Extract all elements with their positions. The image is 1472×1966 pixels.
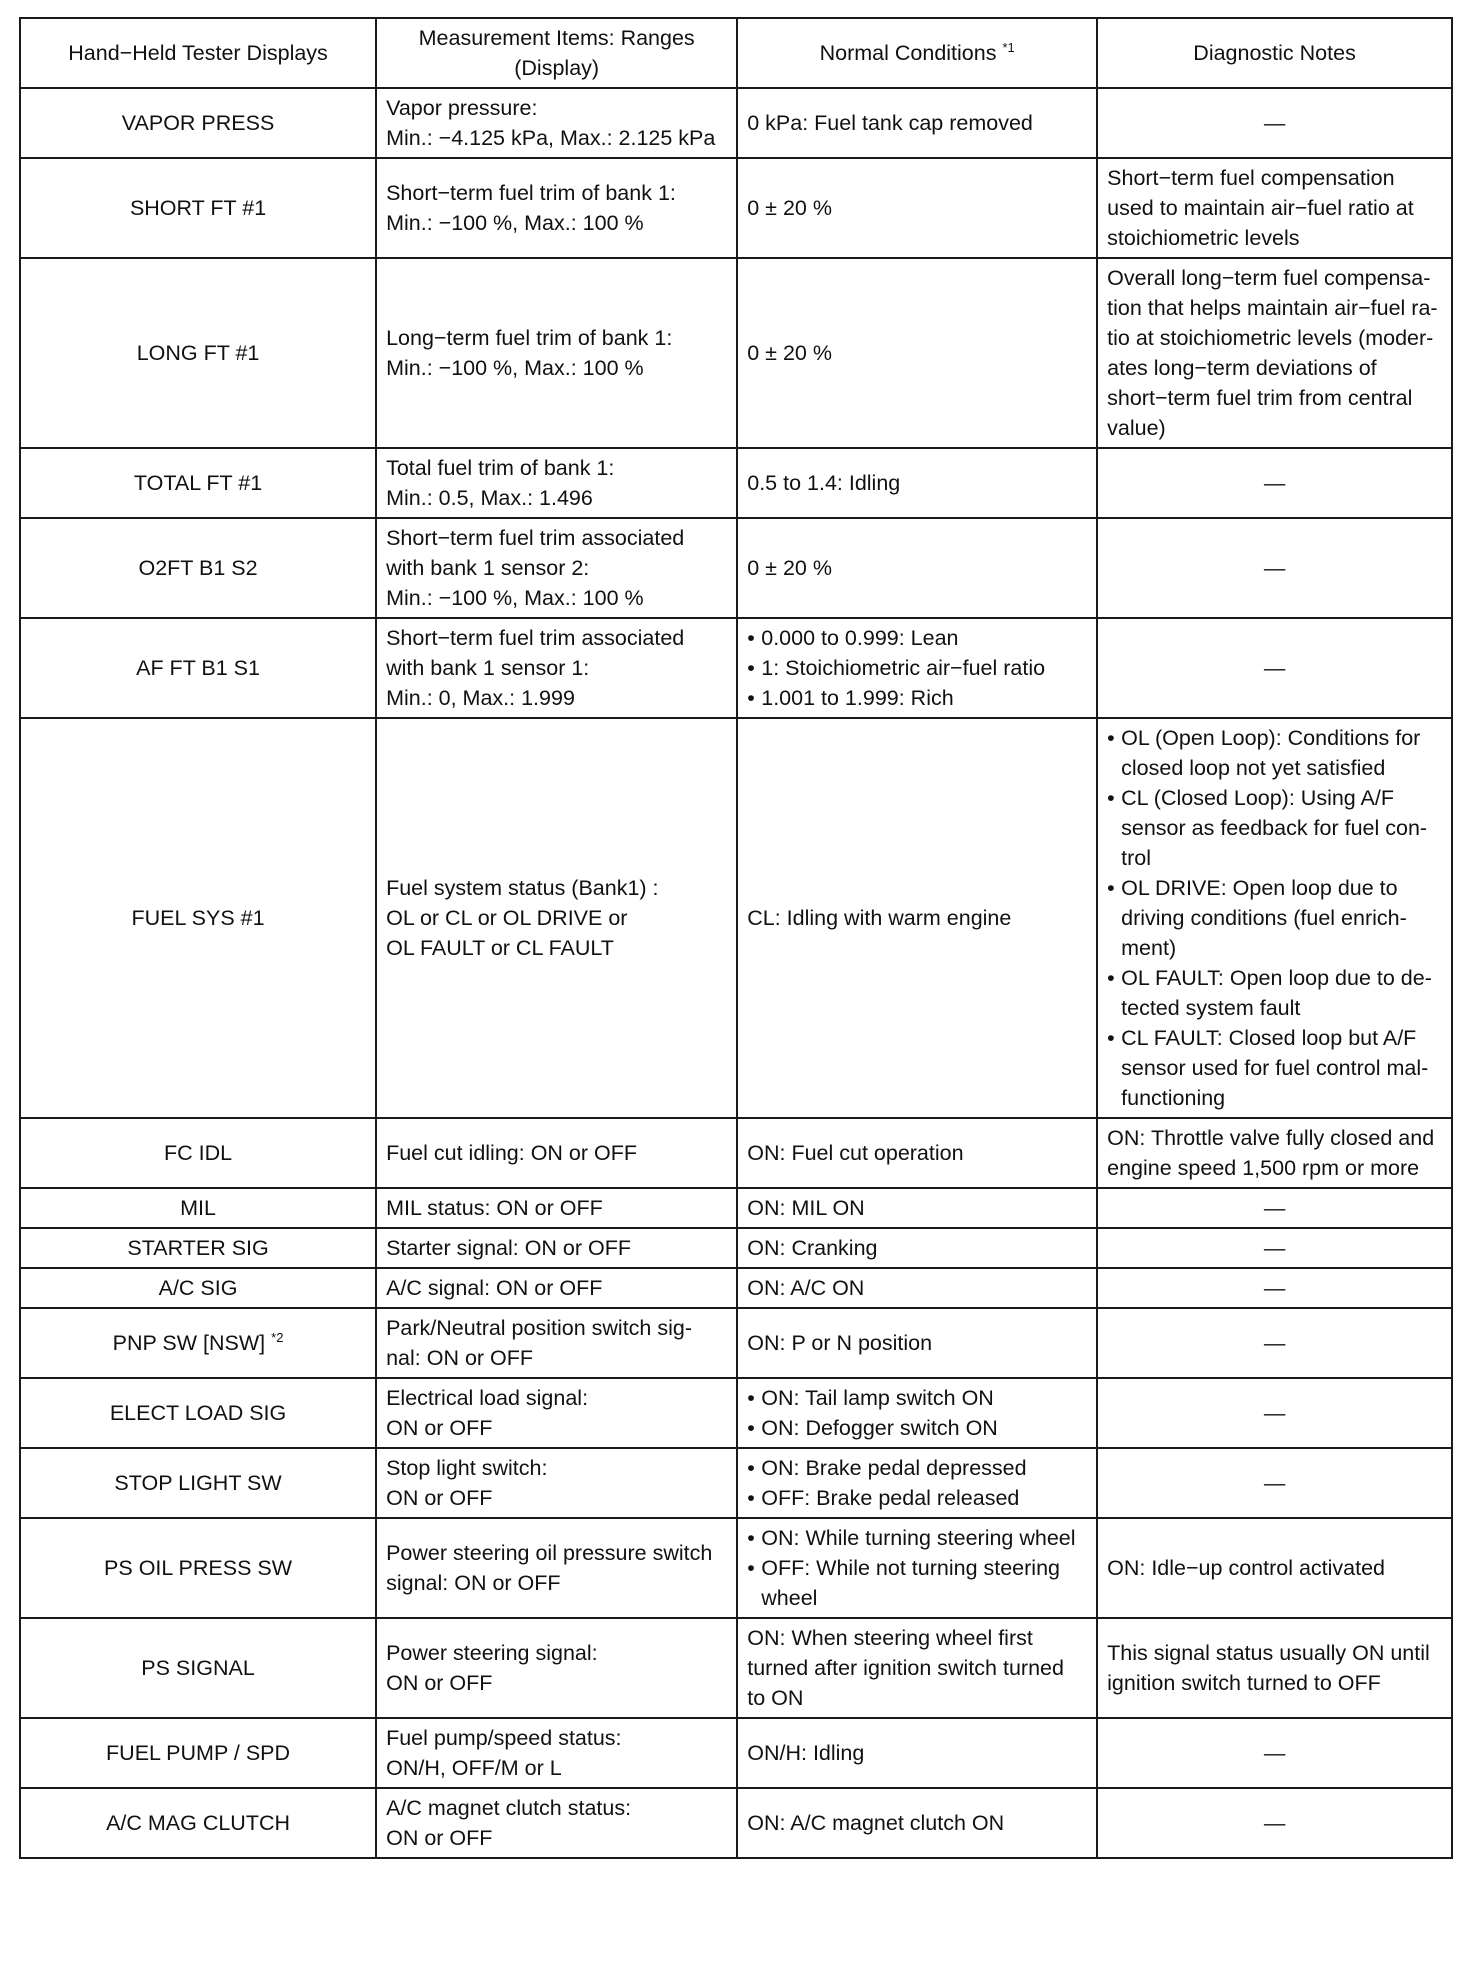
normal-cell: ON: Fuel cut operation	[737, 1118, 1097, 1188]
list-item-line: sensor as feedback for fuel con-	[1121, 816, 1428, 840]
notes-cell: —	[1097, 1188, 1452, 1228]
header-row	[20, 18, 1452, 88]
range-line: Min.: −100 %, Max.: 100 %	[386, 356, 644, 380]
header-tester-displays: Hand−Held Tester Displays	[20, 18, 376, 88]
notes-line: Overall long−term fuel compensa-	[1107, 266, 1431, 290]
list-item-line: wheel	[761, 1586, 818, 1610]
tester-display-cell: A/C MAG CLUTCH	[20, 1788, 376, 1858]
header-normal-conditions	[737, 18, 1097, 88]
range-cell: Fuel cut idling: ON or OFF	[376, 1118, 737, 1188]
bullet-list	[747, 1523, 1087, 1613]
range-line: ON or OFF	[386, 1416, 493, 1440]
table-row	[20, 1188, 1452, 1228]
range-line: Fuel system status (Bank1) :	[386, 876, 659, 900]
normal-cell: 0 ± 20 %	[737, 518, 1097, 618]
range-cell	[376, 1448, 737, 1518]
tester-display-cell: LONG FT #1	[20, 258, 376, 448]
table-row	[20, 1228, 1452, 1268]
footnote-mark: *1	[1002, 40, 1015, 55]
list-item	[747, 1553, 1087, 1613]
range-line: OL or CL or OL DRIVE or	[386, 906, 628, 930]
list-item-line: • CL (Closed Loop): Using A/F	[1121, 786, 1394, 810]
list-item: • ON: Defogger switch ON	[747, 1413, 1087, 1443]
normal-cell: 0 kPa: Fuel tank cap removed	[737, 88, 1097, 158]
range-line: Min.: 0, Max.: 1.999	[386, 686, 575, 710]
range-line: Total fuel trim of bank 1:	[386, 456, 615, 480]
notes-cell	[1097, 158, 1452, 258]
notes-cell: —	[1097, 1448, 1452, 1518]
table-row	[20, 1308, 1452, 1378]
normal-line: turned after ignition switch turned	[747, 1656, 1064, 1680]
range-line: Short−term fuel trim associated	[386, 526, 685, 550]
range-cell	[376, 258, 737, 448]
range-cell	[376, 718, 737, 1118]
header-measurement-items-line: (Display)	[514, 56, 600, 80]
range-line: Park/Neutral position switch sig-	[386, 1316, 692, 1340]
list-item-line: • OL (Open Loop): Conditions for	[1121, 726, 1421, 750]
normal-cell	[737, 1518, 1097, 1618]
list-item	[1107, 723, 1442, 783]
range-cell	[376, 1788, 737, 1858]
range-line: Min.: −4.125 kPa, Max.: 2.125 kPa	[386, 126, 716, 150]
range-cell	[376, 1618, 737, 1718]
list-item	[1107, 963, 1442, 1023]
range-line: Stop light switch:	[386, 1456, 548, 1480]
list-item: • 0.000 to 0.999: Lean	[747, 623, 1087, 653]
range-line: Min.: −100 %, Max.: 100 %	[386, 586, 644, 610]
header-diagnostic-notes: Diagnostic Notes	[1097, 18, 1452, 88]
tester-display-cell: VAPOR PRESS	[20, 88, 376, 158]
bullet-list	[747, 1383, 1087, 1443]
table-row	[20, 718, 1452, 1118]
list-item: • OFF: Brake pedal released	[747, 1483, 1087, 1513]
normal-cell: ON: Cranking	[737, 1228, 1097, 1268]
range-line: Fuel pump/speed status:	[386, 1726, 622, 1750]
list-item-line: closed loop not yet satisfied	[1121, 756, 1386, 780]
notes-line: ates long−term deviations of	[1107, 356, 1377, 380]
table-row	[20, 1788, 1452, 1858]
tester-display-cell: TOTAL FT #1	[20, 448, 376, 518]
notes-line: tio at stoichiometric levels (moder-	[1107, 326, 1434, 350]
normal-cell	[737, 618, 1097, 718]
list-item-line: • OL DRIVE: Open loop due to	[1121, 876, 1398, 900]
notes-line: This signal status usually ON until	[1107, 1641, 1430, 1665]
notes-cell: —	[1097, 1718, 1452, 1788]
range-line: Short−term fuel trim associated	[386, 626, 685, 650]
range-cell: MIL status: ON or OFF	[376, 1188, 737, 1228]
footnote-mark: *2	[271, 1330, 284, 1345]
range-line: with bank 1 sensor 1:	[386, 656, 590, 680]
list-item: • 1.001 to 1.999: Rich	[747, 683, 1087, 713]
list-item-line: sensor used for fuel control mal-	[1121, 1056, 1429, 1080]
notes-cell: —	[1097, 448, 1452, 518]
range-line: ON/H, OFF/M or L	[386, 1756, 562, 1780]
list-item-line: • OFF: While not turning steering	[761, 1556, 1060, 1580]
list-item	[1107, 873, 1442, 963]
tester-display-cell: FUEL PUMP / SPD	[20, 1718, 376, 1788]
range-cell	[376, 1518, 737, 1618]
notes-cell: —	[1097, 1268, 1452, 1308]
list-item-line: driving conditions (fuel enrich-	[1121, 906, 1407, 930]
tester-display-cell: AF FT B1 S1	[20, 618, 376, 718]
list-item-line: tected system fault	[1121, 996, 1301, 1020]
normal-cell: ON: P or N position	[737, 1308, 1097, 1378]
list-item	[1107, 783, 1442, 873]
normal-cell: ON: A/C magnet clutch ON	[737, 1788, 1097, 1858]
range-line: ON or OFF	[386, 1486, 493, 1510]
range-cell	[376, 158, 737, 258]
range-line: Electrical load signal:	[386, 1386, 589, 1410]
range-line: signal: ON or OFF	[386, 1571, 561, 1595]
range-cell	[376, 518, 737, 618]
notes-line: short−term fuel trim from central	[1107, 386, 1413, 410]
list-item-line: functioning	[1121, 1086, 1226, 1110]
range-cell	[376, 88, 737, 158]
header-measurement-items-line: Measurement Items: Ranges	[418, 26, 695, 50]
normal-cell: ON: A/C ON	[737, 1268, 1097, 1308]
tester-display-cell: SHORT FT #1	[20, 158, 376, 258]
list-item-line: • CL FAULT: Closed loop but A/F	[1121, 1026, 1417, 1050]
normal-line: ON: When steering wheel first	[747, 1626, 1033, 1650]
notes-cell: —	[1097, 1228, 1452, 1268]
notes-line: Short−term fuel compensation	[1107, 166, 1395, 190]
notes-line: value)	[1107, 416, 1166, 440]
notes-cell	[1097, 258, 1452, 448]
range-cell	[376, 618, 737, 718]
normal-cell	[737, 1448, 1097, 1518]
table-row	[20, 1718, 1452, 1788]
normal-cell: CL: Idling with warm engine	[737, 718, 1097, 1118]
range-cell	[376, 448, 737, 518]
tester-display-cell: ELECT LOAD SIG	[20, 1378, 376, 1448]
list-item	[747, 1523, 1087, 1553]
range-cell: A/C signal: ON or OFF	[376, 1268, 737, 1308]
list-item: • ON: Brake pedal depressed	[747, 1453, 1087, 1483]
range-line: nal: ON or OFF	[386, 1346, 534, 1370]
notes-line: ignition switch turned to OFF	[1107, 1671, 1381, 1695]
table-row	[20, 1518, 1452, 1618]
data-list-table	[19, 17, 1453, 1859]
range-cell	[376, 1308, 737, 1378]
normal-cell: 0 ± 20 %	[737, 158, 1097, 258]
table-row	[20, 158, 1452, 258]
list-item-line: • OL FAULT: Open loop due to de-	[1121, 966, 1432, 990]
notes-cell: —	[1097, 88, 1452, 158]
range-line: with bank 1 sensor 2:	[386, 556, 590, 580]
notes-cell: —	[1097, 518, 1452, 618]
notes-cell: —	[1097, 1788, 1452, 1858]
range-line: Power steering oil pressure switch	[386, 1541, 713, 1565]
tester-display-cell: FUEL SYS #1	[20, 718, 376, 1118]
range-line: A/C magnet clutch status:	[386, 1796, 632, 1820]
normal-cell	[737, 1378, 1097, 1448]
list-item: • ON: Tail lamp switch ON	[747, 1383, 1087, 1413]
table-row	[20, 258, 1452, 448]
normal-cell	[737, 1618, 1097, 1718]
list-item-line: trol	[1121, 846, 1152, 870]
range-line: ON or OFF	[386, 1671, 493, 1695]
range-line: OL FAULT or CL FAULT	[386, 936, 614, 960]
range-line: Power steering signal:	[386, 1641, 598, 1665]
bullet-list	[747, 623, 1087, 713]
tester-display-cell: O2FT B1 S2	[20, 518, 376, 618]
table-row	[20, 448, 1452, 518]
notes-cell: —	[1097, 1308, 1452, 1378]
table-row	[20, 88, 1452, 158]
notes-cell: ON: Idle−up control activated	[1097, 1518, 1452, 1618]
list-item	[1107, 1023, 1442, 1113]
table-row	[20, 1378, 1452, 1448]
tester-display-cell: A/C SIG	[20, 1268, 376, 1308]
tester-display-cell: FC IDL	[20, 1118, 376, 1188]
range-line: Long−term fuel trim of bank 1:	[386, 326, 673, 350]
normal-line: to ON	[747, 1686, 804, 1710]
range-cell: Starter signal: ON or OFF	[376, 1228, 737, 1268]
range-line: ON or OFF	[386, 1826, 493, 1850]
list-item-line: ment)	[1121, 936, 1177, 960]
header-normal-conditions-label: Normal Conditions	[819, 41, 997, 65]
normal-cell: 0.5 to 1.4: Idling	[737, 448, 1097, 518]
table-row	[20, 1448, 1452, 1518]
range-line: Vapor pressure:	[386, 96, 538, 120]
tester-display-cell: MIL	[20, 1188, 376, 1228]
range-line: Min.: 0.5, Max.: 1.496	[386, 486, 593, 510]
notes-cell	[1097, 718, 1452, 1118]
tester-display-cell: PS OIL PRESS SW	[20, 1518, 376, 1618]
normal-cell: ON: MIL ON	[737, 1188, 1097, 1228]
notes-cell	[1097, 1118, 1452, 1188]
range-cell	[376, 1718, 737, 1788]
table-row	[20, 1618, 1452, 1718]
notes-line: engine speed 1,500 rpm or more	[1107, 1156, 1420, 1180]
normal-cell: ON/H: Idling	[737, 1718, 1097, 1788]
tester-display-cell: STARTER SIG	[20, 1228, 376, 1268]
bullet-list	[747, 1453, 1087, 1513]
list-item: • 1: Stoichiometric air−fuel ratio	[747, 653, 1087, 683]
range-line: Min.: −100 %, Max.: 100 %	[386, 211, 644, 235]
header-measurement-items	[376, 18, 737, 88]
notes-line: used to maintain air−fuel ratio at	[1107, 196, 1414, 220]
table-row	[20, 1268, 1452, 1308]
table-row	[20, 518, 1452, 618]
notes-cell: —	[1097, 618, 1452, 718]
tester-display-label: PNP SW [NSW]	[112, 1331, 266, 1355]
table-row	[20, 618, 1452, 718]
tester-display-cell: PS SIGNAL	[20, 1618, 376, 1718]
bullet-list	[1107, 723, 1442, 1113]
range-cell	[376, 1378, 737, 1448]
notes-cell	[1097, 1618, 1452, 1718]
table-row	[20, 1118, 1452, 1188]
list-item-line: • ON: While turning steering wheel	[761, 1526, 1076, 1550]
notes-cell: —	[1097, 1378, 1452, 1448]
notes-line: stoichiometric levels	[1107, 226, 1300, 250]
notes-line: ON: Throttle valve fully closed and	[1107, 1126, 1435, 1150]
range-line: Short−term fuel trim of bank 1:	[386, 181, 676, 205]
notes-line: tion that helps maintain air−fuel ra-	[1107, 296, 1438, 320]
tester-display-cell	[20, 1308, 376, 1378]
normal-cell: 0 ± 20 %	[737, 258, 1097, 448]
tester-display-cell: STOP LIGHT SW	[20, 1448, 376, 1518]
